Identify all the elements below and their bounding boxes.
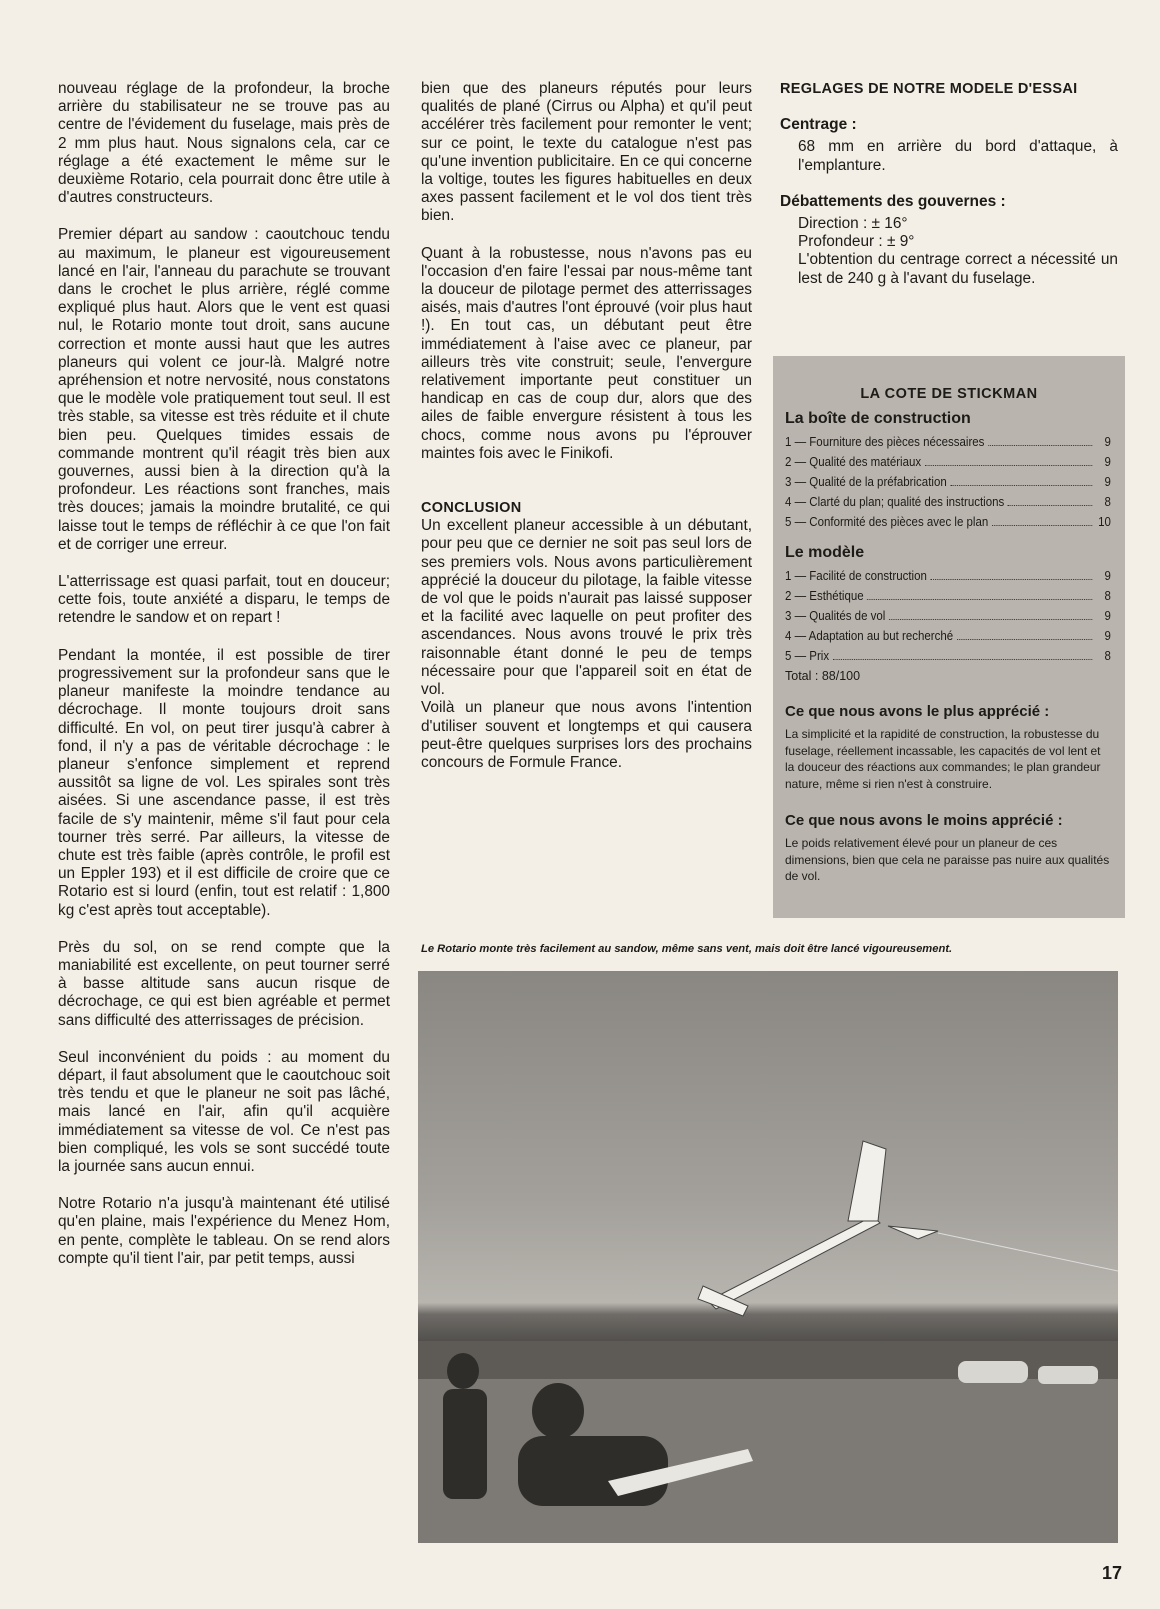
paragraph: Voilà un planeur que nous avons l'intention d'utiliser souvent et longtemps et qui causera peut-être quelques surprises lors des prochains concours de Formule France. [421,699,752,771]
rating-row [785,646,1111,666]
rating-row [785,492,1111,512]
photo-caption: Le Rotario monte très facilement au sandow, même sans vent, mais doit être lancé vigoureusement. [421,943,953,955]
rating-row [785,586,1111,606]
rating-row [785,606,1111,626]
rating-score: 9 [1104,475,1111,489]
rating-row [785,566,1111,586]
rating-label: 5 — Conformité des pièces avec le plan [785,515,989,529]
rating-score: 10 [1098,515,1111,529]
rating-box-title: LA COTE DE STICKMAN [860,386,1038,402]
rating-label: 4 — Clarté du plan; qualité des instructions [785,495,1005,509]
centrage-title: Centrage : [780,116,857,134]
paragraph: Seul inconvénient du poids : au moment du départ, il faut absolument que le caoutchouc soit très tendu et que le planeur ne soit pas lâché, mais lancé en l'air, afin qu'il acquière immédiatement sa vitesse de vol. Ce n'est pas bien compliqué, les vols se sont succédé toute la journée sans aucun ennui. [58,1048,390,1175]
tow-line [938,1233,1118,1271]
rating-score: 9 [1104,629,1111,643]
paragraph: nouveau réglage de la profondeur, la broche arrière du stabilisateur ne se trouve pas au centre de l'évidement du fuselage, mais près de 2 mm plus haut. Nous signalons cela, car ce réglage a été exactement le même sur le deuxième Rotario, cela pourrait donc être utile à d'autres constructeurs. [58,80,390,207]
rating-label: 2 — Qualité des matériaux [785,455,922,469]
article-column-1 [58,80,390,1268]
rating-total: Total : 88/100 [785,669,861,683]
rating-row [785,452,1111,472]
paragraph: Près du sol, on se rend compte que la maniabilité est excellente, on peut tourner serré à basse altitude sans aucun risque de décrochage, ce qui est bien agréable et permet sans difficulté des atterrissages de précision. [58,938,390,1029]
profondeur-value: Profondeur : ± 9° [798,233,915,251]
kit-section-title: La boîte de construction [785,410,971,427]
photo-illustration [418,971,1118,1543]
rating-score: 9 [1104,435,1111,449]
rating-label: 3 — Qualité de la préfabrication [785,475,947,489]
paragraph: Notre Rotario n'a jusqu'à maintenant été utilisé qu'en plaine, mais l'expérience du Menez Hom, en pente, complète le tableau. On se rend alors compte qu'il tient l'air, par petit temps, aussi [58,1195,390,1267]
rating-score: 9 [1104,569,1111,583]
most-appreciated-text: La simplicité et la rapidité de construction, la robustesse du fuselage, réellement incassable, les capacités de vol lent et la douceur des réactions aux commandes; le plan grandeur nature, même si rien n'est à construire. [785,727,1101,791]
rating-score: 9 [1104,609,1111,623]
rating-score: 8 [1104,589,1111,603]
rating-label: 5 — Prix [785,649,830,663]
paragraph: Quant à la robustesse, nous n'avons pas eu l'occasion d'en faire l'essai par nous-même tant la douceur de pilotage permet des atterrissages aisés, mais d'autres l'ont éprouvé (voir plus haut !). En tout cas, un débutant peut être immédiatement à l'aise avec ce planeur, par ailleurs très vite construit; seule, l'envergure relativement importante peut constituer un handicap en cas de coup dur, alors que des ailes de faible envergure résistent à tous les chocs, comme nous avons pu l'éprouver maintes fois avec le Finikofi. [421,244,752,462]
paragraph: Un excellent planeur accessible à un débutant, pour peu que ce dernier ne soit pas seul lors de ses premiers vols. Nous avons particulièrement apprécié la douceur du pilotage, la faible vitesse de vol que le poids n'aurait pas laissé supposer et la facilité avec laquelle on peut profiter des ascendances. Nous avons trouvé le prix très raisonnable étant donné le peu de temps nécessaire pour que l'appareil soit en état de vol. [421,517,752,699]
paragraph: Pendant la montée, il est possible de tirer progressivement sur la profondeur sans que le planeur manifeste la moindre tendance au décrochage. Il monte toujours droit sans difficulté. En vol, on peut tirer jusqu'à cabrer à fond, il n'y a pas de véritable décrochage : le planeur s'enfonce simplement et reprend aussitôt sa ligne de vol. Les spirales sont très aisées. Si une ascendance passe, il est très facile de s'y maintenir, même s'il faut pour cela tourner très serré. Par ailleurs, la vitesse de chute est très faible (après contrôle, le profil est un Eppler 193) et il est difficile de croire que ce Rotario est si lourd (enfin, tout est relatif : 1,800 kg c'est après tout acceptable). [58,646,390,919]
centrage-text: 68 mm en arrière du bord d'attaque, à l'emplanture. [798,138,1118,174]
direction-value: Direction : ± 16° [798,215,908,233]
article-column-2 [421,80,752,772]
rating-row [785,472,1111,492]
settings-heading: REGLAGES DE NOTRE MODELE D'ESSAI [780,81,1078,97]
glider-shape [698,1141,938,1316]
rating-label: 4 — Adaptation au but recherché [785,629,954,643]
settings-column [780,80,1118,288]
rating-label: 1 — Fourniture des pièces nécessaires [785,435,985,449]
rating-row [785,512,1111,532]
conclusion-heading: CONCLUSION [421,500,522,517]
rating-label: 2 — Esthétique [785,589,864,603]
rating-row [785,626,1111,646]
rating-score: 8 [1104,649,1111,663]
paragraph: L'atterrissage est quasi parfait, tout en douceur; cette fois, toute anxiété a disparu, le temps de retendre le sandow et on repart ! [58,573,390,627]
lest-text: L'obtention du centrage correct a nécessité un lest de 240 g à l'avant du fuselage. [798,251,1118,287]
rating-label: 1 — Facilité de construction [785,569,927,583]
stickman-rating-box [773,356,1125,918]
debattements-title: Débattements des gouvernes : [780,192,1006,210]
rating-score: 9 [1104,455,1111,469]
paragraph: Premier départ au sandow : caoutchouc tendu au maximum, le planeur est vigoureusement lancé en l'air, l'anneau du parachute se trouvant dans le crochet le plus arrière, réglé comme expliqué plus haut. Alors que le vent est quasi nul, le Rotario monte tout droit, sans aucune correction et monte aussi haut que les autres planeurs qui volent ce jour-là. Malgré notre apréhension et notre nervosité, nous constatons que le modèle vole pratiquement tout seul. Il est très stable, sa vitesse est très réduite et il chute bien peu. Quelques timides essais de commande montrent qu'il réagit très bien aux gouvernes, aussi bien à la direction qu'à la profondeur. Les réactions sont franches, mais très douces; jamais la moindre brutalité, ce qui laisse tout le temps de réfléchir à ce que l'on fait et de corriger une erreur. [58,226,390,553]
rating-row [785,432,1111,452]
most-appreciated-title: Ce que nous avons le plus apprécié : [785,703,1050,720]
rating-score: 8 [1104,495,1111,509]
least-appreciated-title: Ce que nous avons le moins apprécié : [785,812,1063,829]
paragraph: bien que des planeurs réputés pour leurs qualités de plané (Cirrus ou Alpha) et qu'il peut accélérer très facilement pour remonter le vent; sur ce point, le texte du catalogue n'est pas qu'une invention publicitaire. En ce qui concerne la voltige, toutes les figures habituelles en deux axes passent facilement et le vol dos tient très bien. [421,80,752,225]
least-appreciated-text: Le poids relativement élevé pour un planeur de ces dimensions, bien que cela ne paraisse pas nuire aux qualités de vol. [785,836,1110,883]
model-section-title: Le modèle [785,544,865,561]
rating-label: 3 — Qualités de vol [785,609,886,623]
page-number: 17 [1102,1563,1123,1583]
glider-launch-photo [418,971,1118,1543]
